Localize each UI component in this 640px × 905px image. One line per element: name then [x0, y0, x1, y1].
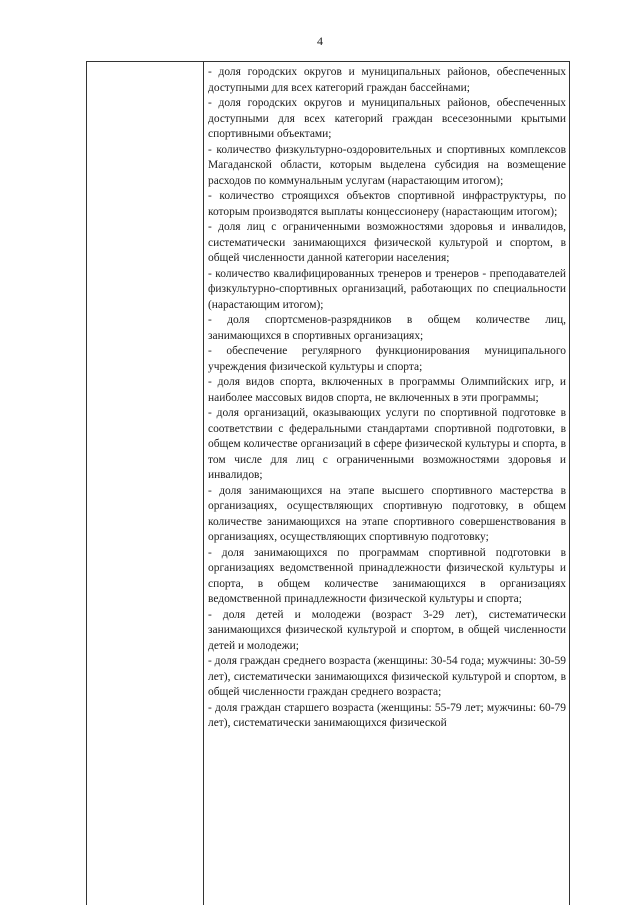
column-divider — [203, 61, 204, 905]
list-item: - доля городских округов и муниципальных районов, обеспеченных доступными для всех категорий граждан бассейнами; — [208, 66, 566, 94]
list-item: - количество квалифицированных тренеров и тренеров - преподавателей физкультурно-спортивных организаций, работающих по специальности (нарастающим итогом); — [208, 267, 566, 311]
indicator-list — [208, 65, 566, 732]
list-item: - количество строящихся объектов спортивной инфраструктуры, по которым производятся выплаты концессионеру (нарастающим итогом); — [208, 190, 566, 218]
list-item: - доля организаций, оказывающих услуги по спортивной подготовке в соответствии с федеральными стандартами спортивной подготовки, в общем количестве организаций в сфере физической культуры и спорта, в том числе для лиц с ограниченными возможностями здоровья и инвалидов; — [208, 407, 566, 481]
list-item: - доля детей и молодежи (возраст 3-29 лет), систематически занимающихся физической культурой и спортом, в общей численности детей и молодежи; — [208, 608, 566, 652]
list-item: - доля граждан старшего возраста (женщины: 55-79 лет; мужчины: 60-79 лет), систематически занимающихся физической — [208, 701, 566, 729]
list-item: - количество физкультурно-оздоровительных и спортивных комплексов Магаданской области, которым выделена субсидия на возмещение расходов по коммунальным услугам (нарастающим итогом); — [208, 143, 566, 187]
list-item: - доля городских округов и муниципальных районов, обеспеченных доступными для всех категорий граждан всесезонными крытыми спортивными объектами; — [208, 97, 566, 140]
list-item: - доля спортсменов-разрядников в общем количестве лиц, занимающихся в спортивных организациях; — [208, 314, 566, 342]
list-item: - доля лиц с ограниченными возможностями здоровья и инвалидов, систематически занимающихся физической культурой и спортом, в общей численности данной категории населения; — [208, 221, 566, 264]
list-item: - обеспечение регулярного функционирования муниципального учреждения физической культуры и спорта; — [208, 345, 566, 373]
list-item: - доля занимающихся по программам спортивной подготовки в организациях ведомственной принадлежности физической культуры и спорта, в общем количестве занимающихся в организациях ведомственной принадлежности физической культуры и спорта; — [208, 546, 566, 605]
left-column-cell — [87, 62, 203, 905]
list-item: - доля граждан среднего возраста (женщины: 30-54 года; мужчины: 30-59 лет), систематически занимающихся физической культурой и спортом, в общей численности граждан среднего возраста; — [208, 655, 566, 698]
list-item: - доля видов спорта, включенных в программы Олимпийских игр, и наиболее массовых видов спорта, не включенных в эти программы; — [208, 376, 566, 404]
page-number: 4 — [317, 34, 323, 48]
list-item: - доля занимающихся на этапе высшего спортивного мастерства в организациях, осуществляющих спортивную подготовку, в общем количестве занимающихся на этапе спортивного совершенствования в организациях, осуществляющих спортивную подготовку; — [208, 484, 566, 543]
